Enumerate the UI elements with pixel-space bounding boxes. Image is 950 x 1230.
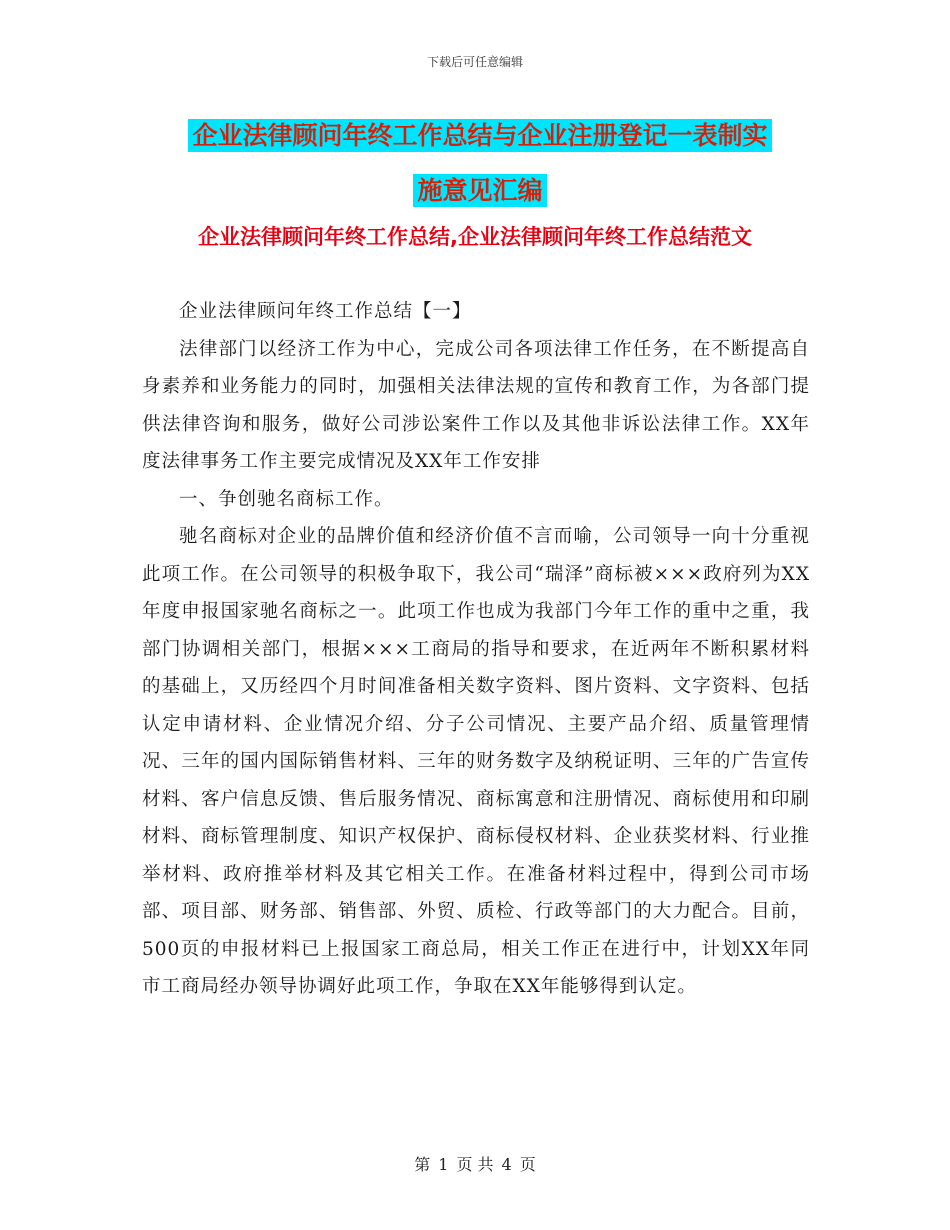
- paragraph-heading: 企业法律顾问年终工作总结【一】: [179, 301, 472, 322]
- header-note: 下载后可任意编辑: [426, 55, 523, 69]
- document-title: [150, 108, 810, 218]
- page-mid: 页 共: [456, 1155, 494, 1174]
- page-total: 4: [501, 1155, 512, 1174]
- paragraph: 驰名商标对企业的品牌价值和经济价值不言而喻，公司领导一向十分重视此项工作。在公司领导的积极争取下，我公司“瑞泽”商标被×××政府列为XX年度申报国家驰名商标之一。此项工作也成为我部门今年工作的重中之重，我部门协调相关部门，根据×××工商局的指导和要求，在近两年不断积累材料的基础上，又历经四个月时间准备相关数字资料、图片资料、文字资料、包括认定申请材料、企业情况介绍、分子公司情况、主要产品介绍、质量管理情况、三年的国内国际销售材料、三年的财务数字及纳税证明、三年的广告宣传材料、客户信息反馈、售后服务情况、商标寓意和注册情况、商标使用和印刷材料、商标管理制度、知识产权保护、商标侵权材料、企业获奖材料、行业推举材料、政府推举材料及其它相关工作。在准备材料过程中，得到公司市场部、项目部、财务部、销售部、外贸、质检、行政等部门的大力配合。目前，500页的申报材料已上报国家工商总局，相关工作正在进行中，计划XX年同市工商局经办领导协调好此项工作，争取在XX年能够得到认定。: [142, 526, 810, 997]
- paragraph: 法律部门以经济工作为中心，完成公司各项法律工作任务，在不断提高自身素养和业务能力的同时，加强相关法律法规的宣传和教育工作，为各部门提供法律咨询和服务，做好公司涉讼案件工作以及其他非诉讼法律工作。XX年度法律事务工作主要完成情况及XX年工作安排: [142, 338, 810, 472]
- page-current: 1: [438, 1155, 449, 1174]
- title-line-1: 企业法律顾问年终工作总结与企业注册登记一表制实: [188, 119, 771, 152]
- page-suffix: 页: [519, 1155, 536, 1174]
- page-label: 第: [414, 1155, 431, 1174]
- page-footer: [0, 1152, 950, 1175]
- paragraph-section-heading: 一、争创驰名商标工作。: [179, 488, 394, 510]
- document-body: [142, 293, 810, 1006]
- section-subtitle: 企业法律顾问年终工作总结,企业法律顾问年终工作总结范文: [198, 225, 752, 249]
- title-line-2: 施意见汇编: [413, 174, 546, 207]
